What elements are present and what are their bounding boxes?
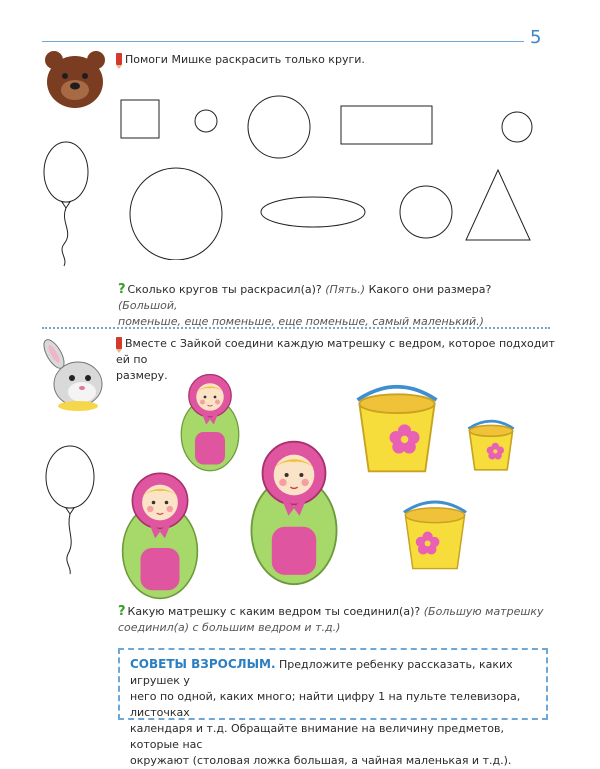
task1-instruction: Помоги Мишке раскрасить только круги. [116, 52, 365, 68]
bunny-icon [38, 336, 112, 412]
task2-question: ? Какую матрешку с каким ведром ты соединил(а)? (Большую матрешку соединил(а) с большим ведром и т.д.) [118, 604, 544, 634]
balloon-outline [42, 444, 98, 576]
bucket-small[interactable] [464, 416, 518, 476]
pencil-icon [116, 337, 122, 349]
bucket-medium[interactable] [398, 496, 472, 576]
balloon-outline [40, 140, 92, 270]
task2-instruction: Вместе с Зайкой соедини каждую матрешку с ведром, которое подходит ей по размеру. [116, 337, 555, 382]
ellipse-shape[interactable] [261, 197, 365, 227]
circle-medium[interactable] [248, 96, 310, 158]
circle-tiny[interactable] [195, 110, 217, 132]
advice-text: окружают (столовая ложка большая, а чайная маленькая и т.д.). [130, 754, 512, 767]
task1-question: ? Сколько кругов ты раскрасил(а)? (Пять.) Какого они размера? (Большой, поменьше, еще поменьше, еще поменьше, самый маленький.) [118, 282, 492, 328]
square-shape[interactable] [121, 100, 159, 138]
page-number: 5 [530, 27, 542, 48]
bucket-large[interactable] [350, 382, 444, 478]
matryoshka-small[interactable] [178, 372, 242, 472]
matryoshka-medium[interactable] [118, 470, 202, 600]
triangle-shape[interactable] [466, 170, 530, 240]
shapes-area [115, 90, 555, 260]
advice-text: него по одной, каких много; найти цифру 1 на пульте телевизора, листочках [130, 690, 521, 719]
matryoshka-large[interactable] [246, 438, 342, 586]
circle-small[interactable] [502, 112, 532, 142]
rectangle-shape[interactable] [341, 106, 432, 144]
circle-medium-small[interactable] [400, 186, 452, 238]
top-divider [42, 41, 524, 42]
question-icon: ? [118, 604, 126, 619]
section-divider [42, 327, 550, 329]
advice-box [118, 648, 548, 767]
bear-icon [42, 48, 108, 110]
advice-title: СОВЕТЫ ВЗРОСЛЫМ. [130, 657, 276, 671]
question-icon: ? [118, 282, 126, 297]
advice-text: Предложите ребенку рассказать, каких игрушек у [130, 658, 513, 687]
advice-text: календаря и т.д. Обращайте внимание на величину предметов, которые нас [130, 722, 504, 751]
circle-large[interactable] [130, 168, 222, 260]
pencil-icon [116, 53, 122, 65]
